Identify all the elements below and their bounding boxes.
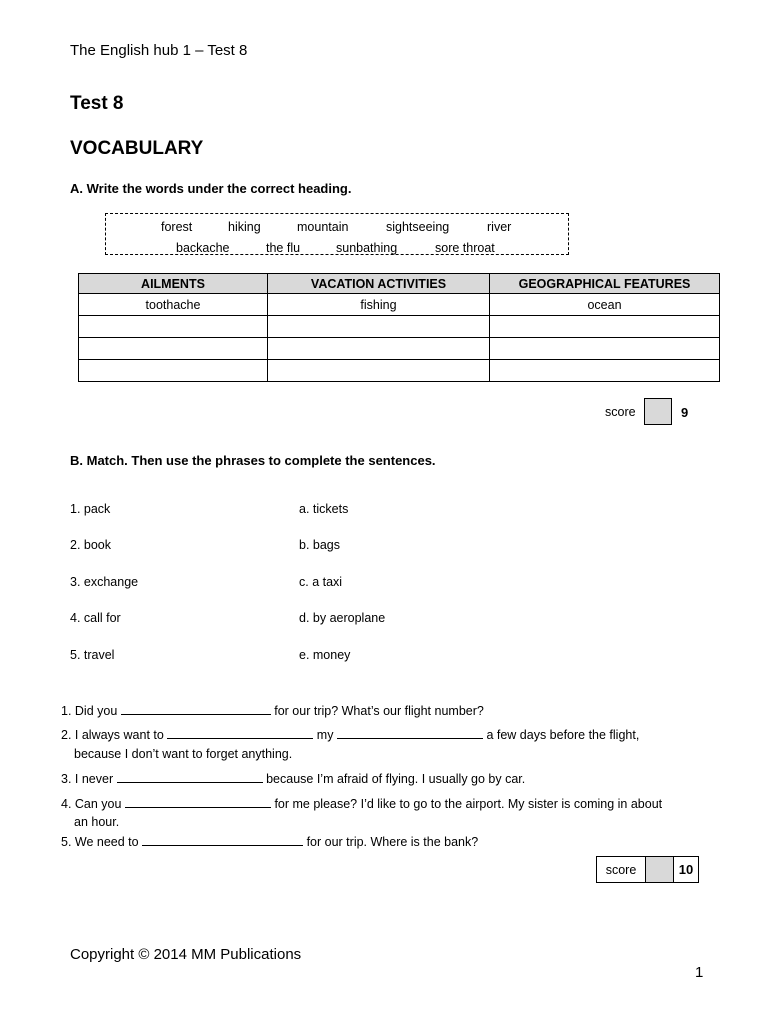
column-header: GEOGRAPHICAL FEATURES [490, 274, 720, 294]
match-left-item: 5. travel [70, 648, 115, 662]
word-item: sore throat [435, 241, 495, 255]
sentence-text: my [316, 728, 334, 742]
part-b-instruction: B. Match. Then use the phrases to complete the sentences. [70, 453, 436, 468]
word-item: backache [176, 241, 230, 255]
test-title: Test 8 [70, 93, 124, 114]
copyright-footer: Copyright © 2014 MM Publications [70, 946, 302, 963]
part-a-instruction: A. Write the words under the correct heading. [70, 181, 352, 196]
table-cell: fishing [268, 294, 490, 316]
sentence-2-cont: because I don’t want to forget anything. [74, 747, 293, 761]
match-right-item: d. by aeroplane [299, 611, 386, 625]
table-row [79, 338, 720, 360]
match-left-item: 1. pack [70, 502, 111, 516]
sentence-1 [61, 703, 484, 718]
word-item: the flu [266, 241, 301, 255]
score-label: score [597, 857, 646, 882]
table-cell: toothache [79, 294, 268, 316]
sentence-text: 3. I never [61, 772, 114, 786]
table-cell: ocean [490, 294, 720, 316]
sentence-3 [61, 771, 525, 786]
sentence-2 [61, 727, 639, 742]
sentence-text: 5. We need to [61, 835, 139, 849]
sentence-text: because I’m afraid of flying. I usually go by car. [266, 772, 526, 786]
word-item: hiking [228, 220, 261, 234]
score-label: score [605, 405, 636, 419]
match-left-item: 3. exchange [70, 575, 139, 589]
table-row [79, 316, 720, 338]
answer-blank[interactable] [117, 771, 263, 783]
answer-cell[interactable] [490, 360, 720, 382]
table-row [79, 360, 720, 382]
sentence-text: 2. I always want to [61, 728, 164, 742]
score-input-box[interactable] [646, 857, 674, 882]
answer-cell[interactable] [268, 360, 490, 382]
score-box-b [596, 856, 699, 883]
answer-cell[interactable] [268, 316, 490, 338]
match-left-item: 4. call for [70, 611, 121, 625]
sentence-5 [61, 834, 478, 849]
answer-cell[interactable] [79, 360, 268, 382]
sentence-text: for our trip. Where is the bank? [306, 835, 479, 849]
sentence-text: for our trip? What’s our flight number? [274, 704, 484, 718]
section-title: VOCABULARY [70, 138, 204, 159]
match-right-item: b. bags [299, 538, 341, 552]
column-header: VACATION ACTIVITIES [268, 274, 490, 294]
match-right-item: a. tickets [299, 502, 349, 516]
vocabulary-table [78, 273, 720, 382]
answer-cell[interactable] [79, 338, 268, 360]
word-item: river [487, 220, 512, 234]
answer-blank[interactable] [142, 834, 303, 846]
answer-cell[interactable] [268, 338, 490, 360]
word-item: sightseeing [386, 220, 450, 234]
sentence-4 [61, 796, 662, 811]
score-input-box[interactable] [644, 398, 672, 425]
score-total: 10 [678, 862, 694, 877]
answer-cell[interactable] [490, 316, 720, 338]
column-header: AILMENTS [79, 274, 268, 294]
sentence-text: 1. Did you [61, 704, 118, 718]
page-header: The English hub 1 – Test 8 [70, 42, 248, 59]
answer-cell[interactable] [79, 316, 268, 338]
answer-blank[interactable] [125, 796, 271, 808]
answer-blank[interactable] [121, 703, 271, 715]
word-item: forest [161, 220, 193, 234]
sentence-text: a few days before the flight, [486, 728, 640, 742]
match-right-item: e. money [299, 648, 351, 662]
answer-blank[interactable] [337, 727, 483, 739]
score-total: 9 [681, 405, 689, 420]
table-header-row [79, 274, 720, 294]
table-row [79, 294, 720, 316]
page-number: 1 [695, 964, 704, 981]
sentence-text: 4. Can you [61, 797, 122, 811]
answer-blank[interactable] [167, 727, 313, 739]
sentence-text: for me please? I’d like to go to the airport. My sister is coming in about [274, 797, 663, 811]
answer-cell[interactable] [490, 338, 720, 360]
word-item: mountain [297, 220, 349, 234]
word-item: sunbathing [336, 241, 398, 255]
match-left-item: 2. book [70, 538, 112, 552]
match-right-item: c. a taxi [299, 575, 343, 589]
sentence-4-cont: an hour. [74, 815, 120, 829]
